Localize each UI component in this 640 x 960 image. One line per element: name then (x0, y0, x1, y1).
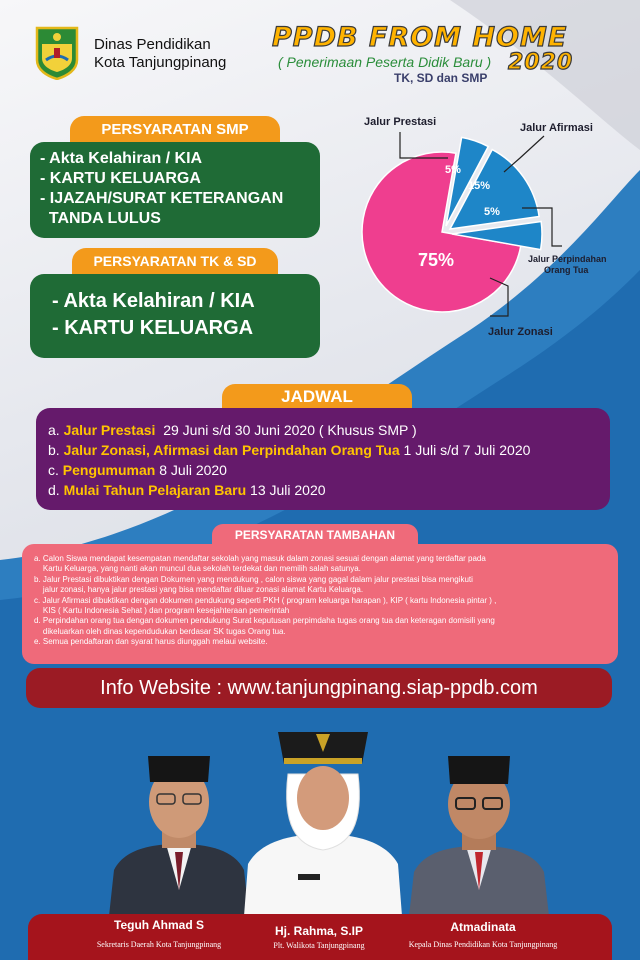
schedule-box (36, 408, 610, 510)
pie-label-afirmasi: Jalur Afirmasi (520, 122, 593, 134)
pie-label-prestasi: Jalur Prestasi (364, 116, 437, 128)
smp-requirement-item: - KARTU KELUARGA (40, 170, 201, 187)
schedule-date: 29 Juni s/d 30 Juni 2020 ( Khusus SMP ) (155, 422, 417, 438)
schedule-highlight: Pengumuman (62, 462, 156, 478)
official-portrait (238, 714, 408, 916)
campaign-title: PPDB FROM HOME (272, 22, 568, 53)
tksd-requirement-item: - KARTU KELUARGA (52, 317, 254, 339)
tksd-requirements-box (30, 274, 320, 358)
pie-pct-zonasi: 75% (418, 250, 455, 270)
pie-label-zonasi: Jalur Zonasi (488, 326, 553, 338)
additional-line: d. Perpindahan orang tua dengan dokumen pendukung Surat keputusan perpimdaha tugas orang tua dan keteragan domisili yang (34, 616, 495, 626)
school-levels: TK, SD dan SMP (394, 71, 488, 85)
additional-line: e. Semua pendaftaran dan syarat harus diunggah melaui website. (34, 637, 268, 647)
additional-line: dikeluarkan oleh dinas kependudukan berdasar SK tugas Orang tua. (34, 626, 286, 636)
official-portrait (404, 744, 554, 916)
official-name: Atmadinata (450, 920, 516, 934)
schedule-highlight: Jalur Zonasi, Afirmasi dan Perpindahan Orang Tua (63, 442, 400, 458)
additional-line: KIS ( Kartu Indonesia Sehat ) dan program kesejahteraan pemerintah (34, 606, 290, 616)
leader-line-afirmasi (504, 136, 544, 172)
schedule-date: 13 Juli 2020 (246, 482, 326, 498)
pie-pct-perpindahan: 5% (484, 206, 500, 218)
schedule-prefix: c. (48, 462, 63, 478)
schedule-heading: JADWAL (222, 384, 412, 410)
smp-requirements-heading: PERSYARATAN SMP (70, 116, 280, 144)
schedule-prefix: b. (48, 442, 64, 458)
smp-requirement-item: - Akta Kelahiran / KIA (40, 150, 203, 167)
schedule-date: 8 Juli 2020 (155, 462, 227, 478)
website-banner[interactable]: Info Website : www.tanjungpinang.siap-ppdb.com (26, 668, 612, 708)
pie-pct-prestasi: 5% (445, 164, 461, 176)
pie-label-perpindahan-2: Orang Tua (544, 265, 589, 275)
additional-line: Kartu Keluarga, yang nanti akan muncul dua sekolah terdekat dan memilih salah satunya. (34, 564, 361, 574)
schedule-prefix: d. (48, 482, 64, 498)
schedule-row (48, 420, 598, 440)
smp-requirements-box (30, 142, 320, 238)
agency-name (94, 36, 226, 72)
quota-pie-chart (340, 110, 640, 350)
additional-line: jalur zonasi, hanya jalur prestasi yang bisa mendaftar diluar zonasi alamat Kartu Keluarga. (34, 585, 364, 595)
official-name: Teguh Ahmad S (114, 918, 204, 932)
smp-requirement-item: TANDA LULUS (40, 210, 161, 227)
schedule-row (48, 440, 598, 460)
additional-requirements-box (22, 544, 618, 664)
official-role: Plt. Walikota Tanjungpinang (273, 941, 365, 950)
official-role: Kepala Dinas Pendidikan Kota Tanjungpinang (408, 940, 558, 949)
official-portrait (104, 740, 254, 916)
schedule-row (48, 480, 598, 500)
tksd-requirement-item: - Akta Kelahiran / KIA (52, 290, 255, 312)
tksd-requirements-heading: PERSYARATAN TK & SD (72, 248, 278, 274)
schedule-highlight: Mulai Tahun Pelajaran Baru (63, 482, 247, 498)
schedule-date: 1 Juli s/d 7 Juli 2020 (399, 442, 531, 458)
official-role: Sekretaris Daerah Kota Tanjungpinang (96, 940, 222, 949)
campaign-year: 2020 (508, 50, 574, 75)
schedule-prefix: a. (48, 422, 64, 438)
additional-line: b. Jalur Prestasi dibuktikan dengan Dokumen yang mendukung , calon siswa yang gagal dalam jalur prestasi bisa mengikuti (34, 574, 473, 584)
schedule-highlight: Jalur Prestasi (63, 422, 156, 438)
additional-line: c. Jalur Afirmasi dibuktikan dengan dokumen pendukung seperti PKH ( program keluarga harapan ), KIP ( kartu Indonesia pintar ) , (34, 595, 497, 605)
quota-pie-svg (340, 110, 640, 350)
smp-requirement-item: - IJAZAH/SURAT KETERANGAN (40, 190, 284, 207)
campaign-subtitle: ( Penerimaan Peserta Didik Baru ) (278, 54, 492, 70)
agency-line-2: Kota Tanjungpinang (94, 54, 227, 71)
city-crest-logo (34, 26, 80, 80)
additional-line: a. Calon Siswa mendapat kesempatan mendaftar sekolah yang masuk dalam zonasi sesuai dengan alamat yang terdaftar pada (34, 554, 486, 563)
pie-pct-afirmasi: 15% (468, 180, 491, 192)
schedule-row (48, 460, 598, 480)
pie-label-perpindahan-1: Jalur Perpindahan (528, 254, 607, 264)
official-name: Hj. Rahma, S.IP (274, 924, 364, 938)
agency-line-1: Dinas Pendidikan (94, 36, 211, 53)
additional-requirements-heading: PERSYARATAN TAMBAHAN (212, 524, 418, 546)
